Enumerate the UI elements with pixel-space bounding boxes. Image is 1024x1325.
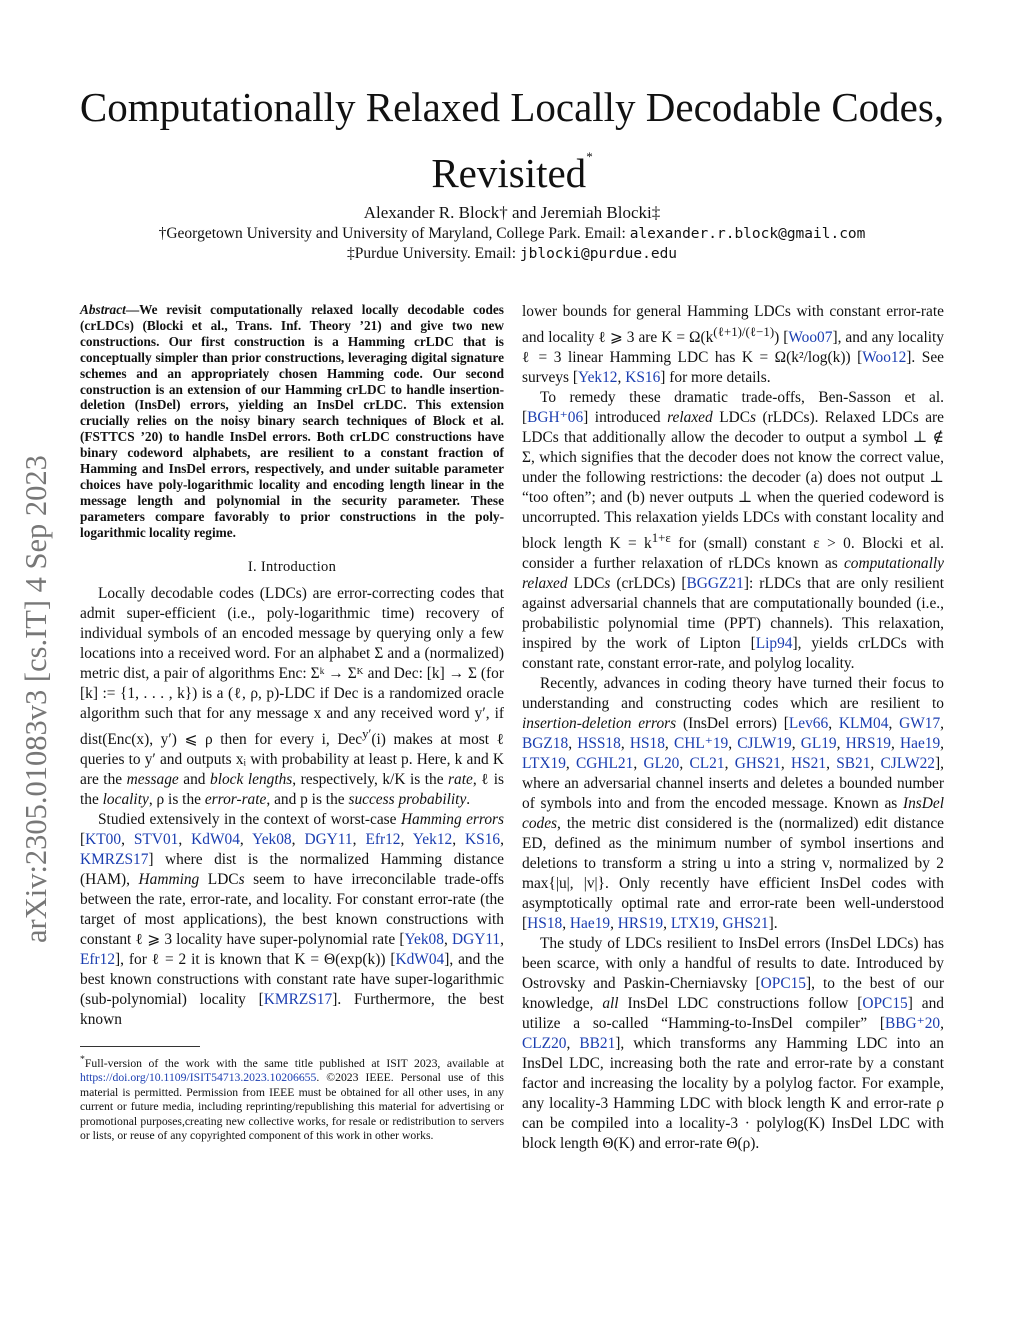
citation-link[interactable]: Yek12 [578, 369, 618, 387]
citation-link[interactable]: GL19 [800, 735, 837, 753]
footnote-divider [80, 1046, 200, 1047]
citation-link[interactable]: BB21 [579, 1035, 616, 1053]
citation-link[interactable]: Efr12 [80, 950, 116, 968]
citation-link[interactable]: Yek08 [404, 930, 444, 948]
citation-link[interactable]: HSS18 [577, 735, 621, 753]
citation-link[interactable]: KdW04 [191, 830, 240, 848]
citation-link[interactable]: CL21 [689, 755, 725, 773]
citation-link[interactable]: DGY11 [451, 930, 501, 948]
arxiv-sidebar-stamp [10, 378, 62, 943]
right-paragraph-1: lower bounds for general Hamming LDCs with constant error-rate and locality ℓ ⩾ 3 are $K = \Omega(k^{(\ell+1)/(\ell-1)})$ [Woo07], and any locality ℓ = 3 linear Hamming LDC has K = Ω(k²/log(k)) [Woo12]. See surveys [Yek12, KS16] for more details. [522, 303, 945, 387]
doi-link[interactable]: https://doi.org/10.1109/ISIT54713.2023.10206655 [80, 1071, 317, 1085]
citation-link[interactable]: BGH⁺06 [527, 409, 584, 427]
citation-link[interactable]: KS16 [625, 369, 661, 387]
citation-link[interactable]: HRS19 [845, 735, 891, 753]
citation-link[interactable]: Efr12 [365, 830, 401, 848]
citation-link[interactable]: STV01 [133, 830, 179, 848]
citation-link[interactable]: KLM04 [838, 715, 889, 733]
citation-link[interactable]: GL20 [643, 755, 680, 773]
citation-link[interactable]: GW17 [899, 715, 941, 733]
citation-link[interactable]: OPC15 [862, 995, 908, 1013]
citation-link[interactable]: CHL⁺19 [673, 735, 729, 753]
citation-link[interactable]: HS18 [527, 915, 563, 933]
right-paragraph-3: Recently, advances in coding theory have turned their focus to understanding and constructing codes which are resilient to insertion-deletion errors (InsDel errors) [Lev66, KLM04, GW17, BGZ18, HSS18, HS18, CHL⁺19, CJLW19, GL19, HRS19, Hae19, LTX19, CGHL21, GL20, CL21, GHS21, HS21, SB21, CJLW22], where an adversarial channel inserts and deletes a bounded number of symbols into and from the encoded message. Known as InsDel codes, the metric dist considered is the (normalized) edit distance ED, defined as the minimum number of symbol insertions and deletions to transform a string u into a string v, normalized by 2 max{|u|, |v|}. Only recently have efficient InsDel codes with asymptotically optimal rate and error-rate been well-understood [HS18, Hae19, HRS19, LTX19, GHS21]. [522, 675, 945, 933]
right-column [522, 302, 944, 1154]
citation-link[interactable]: Lip94 [755, 635, 793, 653]
email-blocki[interactable]: jblocki@purdue.edu [519, 246, 678, 262]
citation-link[interactable]: BBG⁺20 [884, 1015, 941, 1033]
right-paragraph-2: To remedy these dramatic trade-offs, Ben-Sasson et al. [BGH⁺06] introduced relaxed LDCs (rLDCs). Relaxed LDCs are LDCs that additionally allow the decoder to output a symbol ⊥ ∉ Σ, which signifies that the decoder does not know the correct value, under the following restrictions: the decoder (a) does not output ⊥ “too often”; and (b) never outputs ⊥ when the queried codeword is uncorrupted. This relaxation yields LDCs with constant locality and block length $K = k^{1+\varepsilon}$ for (small) constant ε > 0. Blocki et al. consider a further relaxation of rLDCs known as computationally relaxed LDCs (crLDCs) [BGGZ21]: rLDCs that are only resilient against adversarial channels that are computationally bounded (i.e., probabilistic polynomial time (PPT) channels). This relaxation, inspired by the work of Lipton [Lip94], yields crLDCs with constant rate, constant error-rate, and polylog locality. [522, 389, 945, 673]
footnote: *Full-version of the work with the same title published at ISIT 2023, available at https://doi.org/10.1109/ISIT54713.2023.10206655. ©2023 IEEE. Personal use of this material is permitted. Permission from IEEE must be obtained for all other uses, in any current or future media, including reprinting/republishing this material for advertising or promotional purposes,creating new collective works, for resale or redistribution to servers or lists, or reuse of any copyrighted component of this work in other works. [80, 1053, 504, 1143]
affiliation-1: †Georgetown University and University of Maryland, College Park. Email: alexander.r.block@gmail.com [158, 225, 866, 242]
citation-link[interactable]: Woo07 [788, 329, 833, 347]
citation-link[interactable]: KMRZS17 [263, 990, 333, 1008]
citation-link[interactable]: Yek08 [252, 830, 292, 848]
abstract: Abstract—We revisit computationally relaxed locally decodable codes (crLDCs) (Blocki et al., Trans. Inf. Theory ’21) and give two new constructions. Our first construction is a Hamming crLDC that is conceptually simpler than prior constructions, leveraging digital signature schemes and an appropriately chosen Hamming code. Our second construction is an extension of our Hamming crLDC to handle insertion-deletion (InsDel) errors, yielding an InsDel crLDC. This extension crucially relies on the noisy binary search techniques of Block et al. (FSTTCS ’20) to handle InsDel errors. Both crLDC constructions have binary codeword alphabets, are resilient to a constant fraction of Hamming and InsDel errors, respectively, and under suitable parameter choices have poly-logarithmic locality and encoding length linear in the message length and polynomial in the security parameter. These parameters compare favorably to prior constructions in the poly-logarithmic locality regime. [80, 302, 504, 540]
citation-link[interactable]: Woo12 [862, 349, 907, 367]
left-column [80, 302, 504, 1144]
citation-link[interactable]: HS18 [629, 735, 665, 753]
citation-link[interactable]: CLZ20 [522, 1035, 567, 1053]
right-paragraph-4: The study of LDCs resilient to InsDel errors (InsDel LDCs) has been scarce, with only a handful of results to date. Introduced by Ostrovsky and Paskin-Cherniavsky [OPC15], to the best of our knowledge, all InsDel LDC constructions follow [OPC15] and utilize a so-called “Hamming-to-InsDel compiler” [BBG⁺20, CLZ20, BB21], which transforms any Hamming LDC into an InsDel LDC, increasing both the rate and error-rate by a constant factor and increasing the locality by a polylog factor. For example, any locality-3 Hamming LDC with block length K and error-rate ρ can be compiled into a locality-3 · polylog(K) InsDel LDC with block length Θ(K) and error-rate Θ(ρ). [522, 935, 944, 1153]
citation-link[interactable]: LTX19 [522, 755, 566, 773]
citation-link[interactable]: KT00 [85, 830, 122, 848]
citation-link[interactable]: Yek12 [412, 830, 453, 848]
citation-link[interactable]: KdW04 [395, 950, 445, 968]
citation-link[interactable]: DGY11 [304, 830, 353, 848]
citation-link[interactable]: KS16 [465, 830, 501, 848]
citation-link[interactable]: BGGZ21 [686, 575, 744, 593]
citation-link[interactable]: CJLW19 [737, 735, 792, 753]
citation-link[interactable]: KMRZS17 [80, 850, 149, 868]
section-heading-introduction: I. Introduction [247, 558, 337, 575]
citation-link[interactable]: Lev66 [788, 715, 829, 733]
citation-link[interactable]: Hae19 [900, 735, 941, 753]
citation-link[interactable]: CGHL21 [576, 755, 634, 773]
citation-link[interactable]: LTX19 [670, 915, 715, 933]
citation-link[interactable]: HS21 [791, 755, 827, 773]
email-block[interactable]: alexander.r.block@gmail.com [629, 226, 866, 242]
author-list: Alexander R. Block† and Jeremiah Blocki‡ [363, 203, 661, 222]
citation-link[interactable]: Hae19 [569, 915, 611, 933]
intro-paragraph-1: Locally decodable codes (LDCs) are error-correcting codes that admit super-efficient (i.e., poly-logarithmic time) recovery of individual symbols of an encoded message by querying only a few locations into a received word. For an alphabet Σ and a (normalized) metric dist, a pair of algorithms Enc: Σᵏ → Σᴷ and Dec: [k] → Σ (for [k] := {1, . . . , k}) is a (ℓ, ρ, p)-LDC if Dec is a randomized oracle algorithm such that for any message x and any received word y′, if dist(Enc(x), y′) ⩽ ρ then for every i, Dec$^{y'}$(i) makes at most ℓ queries to y′ and outputs xᵢ with probability at least p. Here, k and K are the message and block lengths, respectively, k/K is the rate, ℓ is the locality, ρ is the error-rate, and p is the success probability. [80, 584, 504, 808]
citation-link[interactable]: SB21 [836, 755, 871, 773]
title-footnote-mark: * [586, 149, 593, 164]
affiliation-2: ‡Purdue University. Email: jblocki@purdue.edu [346, 245, 678, 262]
citation-link[interactable]: GHS21 [722, 915, 769, 933]
citation-link[interactable]: CJLW22 [880, 755, 935, 773]
paper-title: Computationally Relaxed Locally Decodable Codes, Revisited* [79, 84, 945, 196]
intro-paragraph-2: Studied extensively in the context of worst-case Hamming errors [KT00, STV01, KdW04, Yek08, DGY11, Efr12, Yek12, KS16, KMRZS17] where dist is the normalized Hamming distance (HAM), Hamming LDCs seem to have irreconcilable trade-offs between the rate, error-rate, and locality. For constant error-rate (the target of most applications), the best known constructions with constant ℓ ⩾ 3 locality have super-polynomial rate [Yek08, DGY11, Efr12], for ℓ = 2 it is known that K = Θ(exp(k)) [KdW04], and the best known constructions with constant rate have super-logarithmic (sub-polynomial) locality [KMRZS17]. Furthermore, the best known [80, 810, 504, 1028]
citation-link[interactable]: GHS21 [734, 755, 781, 773]
citation-link[interactable]: HRS19 [617, 915, 664, 933]
citation-link[interactable]: OPC15 [760, 975, 806, 993]
citation-link[interactable]: BGZ18 [522, 735, 569, 753]
arxiv-id: arXiv:2305.01083v3 [cs.IT] 4 Sep 2023 [19, 455, 53, 943]
